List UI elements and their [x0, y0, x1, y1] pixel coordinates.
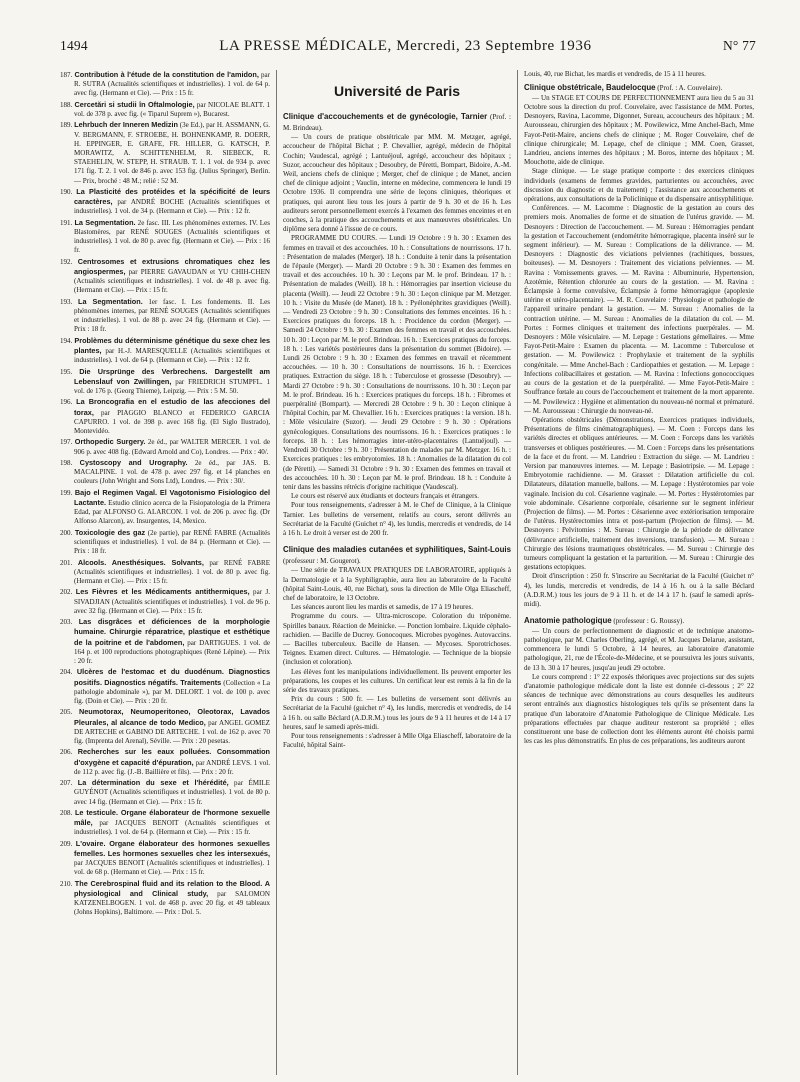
course-paragraph: PROGRAMME DU COURS. — Lundi 19 Octobre : 9 h. 30 : Examen des femmes en travail et des accouchées. 10 h. : Consultations de nourrissons. 17 h. : Présentation de malades (Merger). 18 h. : Conduite à tenir dans la présentation de l'épaule (Merger). — Mardi 20 Octobre : 9 h. 30 : Examen des femmes en travail et des accouchées. 10 h. 30 : Leçons par M. le prof. Brindeau. 17 h. : Présentation de malades (Weill). 18 h. : Hémorragies par insertion vicieuse du placenta (Weill). — Jeudi 22 Octobre : 9 h. 30 : Leçon clinique par M. Metzger. 10 h. : Visite du Musée (de Manet). 18 h. : Pyélonéphrites gravidiques (Weill). — Vendredi 23 Octobre : 9 h. 30 : Consultations des femmes enceintes. 16 h. : Exercices pratiques du forceps. 18 h. : Procidence du cordon (Merger). — Samedi 24 Octobre : 9 h. 30 : Examen des femmes en travail et des accouchées. 10 h. 30 : Leçon par M. le prof. Brindeau. 16 h. : Exercices pratiques du forceps. 18 h. : Les variétés postérieures dans la présentation du sommet (Bidoire). — Lundi 26 Octobre : 9 h. 30 : Examen des femmes en travail et récemment accouchées. — 10 h. 30 : Consultations de nourrissons. 16 h. : Exercices pratiques. Extraction du siège. 18 h. : Tuberculose et grossesse (Desoubry). — Mardi 27 Octobre : 9 h. 30 : Consultations de nourrissons. 10 h. 30 : Leçon par M. le prof. Brindeau. 16 h. : Exercices pratiques du forceps. 18 h. : Fibromes et puerpéralité (Bompart). — Mercredi 28 Octobre : 9 h. 30 : Leçon clinique à l'hôpital Cochin, par M. Chevallier. 16 h. : Exercices pratiques : la version. 18 h. : Môle vésiculaire (Suzor). — Jeudi 29 Octobre : 9 h. 30 : Opérations gynécologiques. Consultations des nourrissons. 16 h. : Exercices pratiques : le forceps. 18 h. : Les hémorragies inter-utéro-placentaires (Lantuéjoul). — Vendredi 30 Octobre : 9 h. 30 : Présentation de malades par M. Metzger. 16 h. : Exercices pratiques : les embryotomies. 18 h. : Anomalies de la dilatation du col (de Péretti). — Samedi 31 Octobre : 9 h. 30 : Examen des femmes en travail et des accouchées. 10 h. 30 : Leçon par M. le prof. Brindeau. 18 h. : Conduite à tenir dans les bassins rétrécis d'origine rachitique (Vaudescal). — [283, 234, 511, 491]
entry-details: 2e éd., par JAS. B. MACALPINE. 1 vol. de 478 p. avec 297 fig. et 14 planches en couleurs (John Wright and Sons Ltd), Londres. — Prix : 30/. — [74, 458, 270, 486]
university-column — [276, 70, 517, 1075]
entry-title: Orthopedic Surgery. — [74, 437, 146, 447]
course-professor: (professeur : M. Gougerot). — [283, 556, 361, 565]
section-spacer — [283, 750, 511, 753]
entry-number: 190. — [60, 188, 73, 196]
entry-details: par ÉMILE GUYÉNOT (Actualités scientifiques et industrielles). 1 vol. de 80 p. avec 14 fig. (Hermann et Cie). — Prix : 15 fr. — [74, 779, 270, 806]
entry-number: 189. — [60, 121, 73, 130]
entry-number: 206. — [60, 748, 73, 757]
course-paragraph: Les élèves font les manipulations individuellement. Ils peuvent emporter les préparations, les coupes et les cultures. Un certificat leur est remis à la fin de la série des travaux pratiques. — [283, 667, 511, 694]
course-paragraph: — Un STAGE ET COURS DE PERFECTIONNEMENT aura lieu du 5 au 31 Octobre sous la direction du prof. Couvelaire, avec l'assistance de MM. Portes, Desnoyers, Ravina, Lacomme, Digonnet, Sureau, accoucheurs des hôpitaux ; M. Aurousseau, chirurgien des hôpitaux ; M. Powilewicz, Mme Anchel-Bach, Mme Fayot-Petit-Maire, anciens chefs de clinique ; M. Roger Couvelaire, chef de clinique chirurgicale; M. Lepage, chef de clinique ; MM. Coen, Grasset, Landrieu, anciens internes des hôpitaux ; M. Boros, interne des hôpitaux ; M. Mouchotte, aide de clinique. — [524, 93, 754, 167]
entry-title: Le testicule. Organe élaborateur de l'hormone sexuelle mâle, — [74, 807, 270, 828]
course-paragraph: Le cours est réservé aux étudiants et docteurs français et étrangers. — [291, 492, 480, 501]
page-header — [60, 38, 756, 62]
entry-number: 196. — [60, 398, 73, 407]
course-professor: (professeur : G. Roussy). — [611, 617, 685, 626]
bibliography-entry — [60, 528, 270, 557]
section-spacer — [524, 609, 754, 612]
entry-title: Die Ursprünge des Verbrechens. Dargestellt am Lebenslauf von Zwillingen, — [74, 366, 270, 386]
entry-details: par PIAGGIO BLANCO et FEDERICO GARCIA CAPURRO. 1 vol. de 398 p. avec 168 fig. (El Siglo Ilustrado), Montevidéo. — [74, 408, 270, 435]
publication-title: LA PRESSE MÉDICALE, Mercredi, 23 Septembre 1936 — [219, 38, 592, 54]
entry-number: 200. — [60, 528, 73, 537]
entry-details: (2e partie), par RENÉ FABRE (Actualités scientifiques et industrielles). 1 vol. de 84 p. (Hermann et Cie). — Prix : 18 fr. — [74, 528, 270, 556]
entry-title: Problèmes du déterminisme génétique du sexe chez les plantes, — [74, 335, 271, 355]
entry-title: Cercetări si studii în Oftalmologie, — [74, 99, 195, 109]
entry-title: Ulcères de l'estomac et du duodénum. Diagnostics positifs. Diagnostics négatifs. Traitements — [74, 667, 271, 687]
course-paragraph: Opérations obstétricales (Démonstrations, Exercices pratiques individuels, Présentations de films cinématographiques). — M. Coen : Forceps dans les variétés directes et obliques antérieures. — M. Coen : Forceps dans les variétés transverses et obliques postérieures. — M. Coen : Forceps dans les présentations de la face et du front. — M. Landrieu : Extraction du siège. — M. Landrieu : Version par manœuvres internes. — M. Lepage : Basiotripsie. — M. Lepage : Embryotomie rachidienne. — M. Grasset : Dilatation artificielle du col. Dilatateurs, dilatation manuelle, ballons. — M. Lepage : Hystérotomies par voie vaginale. Incision du col. Césarienne vaginale. — M. Portes : Hystérotomies par voie abdominale. Césarienne corporéale, césarienne sur le segment inférieur (Projection de films). — M. Portes : Césarienne avec extériorisation temporaire de l'utérus. Hystérectomies intra et post-partum (Projection de films). — M. Desnoyers : Pelvitomies : M. Sureau : Chirurgie de la période de délivrance (délivrance artificielle, traitement des inversions, transfusion). — M. Sureau : Chirurgie des lésions traumatiques obstétricales. — M. Sureau : Chirurgie des tumeurs compliquant la gestation et la parturition. — M. Sureau : Chirurgie des gestations ectopiques. — [524, 415, 754, 572]
bibliography-entry — [60, 70, 270, 99]
entry-title: The Cerebrospinal fluid and its relation to the Blood. A physiological and Clinical study, — [74, 878, 270, 898]
entry-details: par ANGEL GOMEZ DE ARTECHE et GABINO DE ARTECHE. 1 vol. de 162 p. avec 70 fig. (Imprenta del Arenal), Séville. — Prix : 20 pesetas. — [74, 718, 270, 745]
entry-details: par SALOMON KATZENELBOGEN. 1 vol. de 468 p. avec 20 fig. et 49 tableaux (Johns Hopkins), Baltimore. — Prix : Dol. 5. — [74, 889, 270, 917]
entry-number: 187. — [60, 71, 73, 79]
bibliography-entry — [60, 458, 270, 487]
page-number: 1494 — [60, 38, 88, 53]
entry-title: Toxicologie des gaz — [74, 527, 146, 537]
entry-number: 188. — [60, 100, 73, 109]
course-paragraph: Prix du cours : 500 fr. — Les bulletins de versement sont délivrés au Secrétariat de la Faculté (guichet n° 4), les lundis, mercredis et vendredis, de 14 à 16 h. ou salle Béclard (A.D.R.M.) tous les jours de 9 à 11 heures et de 14 à 17 heures, sauf le samedi après-midi. — [283, 695, 511, 731]
bibliography-entry — [60, 667, 270, 706]
course-paragraph: Pour tous renseignements : s'adresser à Mlle Olga Eliascheff, laboratoire de la Faculté, hôpital Saint- — [283, 731, 511, 750]
entry-details: Estudio clinico acerca de la Fisiopatologia de la Primera Edad, par ALFONSO G. ALARCON. 1 vol. de 206 p. avec fig. (Dr Alfonso Alarcon), av. Insurgentes, 14, Mexico. — [74, 498, 270, 526]
entry-details: 2e fasc. III. Les phénomènes externes. IV. Les Blastomères, par RENÉ SOUGES (Actualités scientifiques et industrielles). 1 vol. de 80 p. avec fig. (Hermann et Cie). — Prix : 16 fr. — [74, 218, 270, 255]
entry-details: par JACQUES BENOIT (Actualités scientifiques et industrielles). 1 vol. de 68 p. (Hermann et Cie). — Prix : 15 fr. — [74, 859, 270, 877]
courses-column — [517, 70, 754, 1075]
entry-title: La Broncografia en el estudio de las afecciones del torax, — [74, 397, 270, 417]
entry-details: (Collection « La pathologie abdominale »), par M. DELORT. 1 vol. de 100 p. avec fig. (Doin et Cie). — Prix : 20 fr. — [74, 678, 270, 705]
bibliography-entry — [60, 488, 270, 527]
entry-title: Bajo el Regimen Vagal. El Vagotonismo Fisiologico del Lactante. — [74, 487, 270, 507]
course-title: Anatomie pathologique — [524, 616, 612, 626]
entry-details: 1er fasc. I. Les fondements. II. Les phénomènes internes, par RENÉ SOUGES (Actualités scientifiques et industrielles). 1 vol. de 88 p. avec 24 fig. (Hermann et Cie). — Prix : 18 fr. — [74, 297, 270, 334]
course-title: Clinique d'accouchements et de gynécologie, Tarnier — [283, 112, 488, 121]
entry-title: Lehrbuch der Inneren Medizin — [74, 120, 179, 130]
entry-details: par FRIEDRICH STUMPFL. 1 vol. de 176 p. (Georg Thieme), Leipzig. — Prix : 5 M. 50. — [74, 377, 271, 395]
section-spacer — [524, 746, 754, 749]
course-title: Clinique des maladies cutanées et syphilitiques, Saint-Louis — [283, 545, 511, 555]
course-paragraph: Stage clinique. — Le stage pratique comporte : des exercices cliniques individuels (examens de femmes gravides, parturientes ou accouchées, avec discussion du diagnostic et du traitement) ; l'assistance aux accouchements et opérations, aux consultations de la Policlinique et du dispensaire antisyphilitique. — [524, 167, 754, 204]
entry-number: 197. — [60, 438, 73, 447]
entry-number: 192. — [60, 257, 73, 266]
entry-number: 204. — [60, 668, 73, 677]
bibliography-column — [60, 70, 276, 1075]
entry-details: par ANDRÉ BOCHE (Actualités scientifiques et industrielles). 1 vol. de 34 p. (Hermann et Cie). — Prix : 12 fr. — [74, 198, 270, 216]
course-paragraph: Programme du cours. — Ultra-microscope. Coloration du tréponème. Spirilles banaux. Réaction de Meinicke. — Ponction lombaire. Liquide céphalo-rachidien. — Bacille de Ducrey. Gonocoques. Microbes pyogènes. Autovaccins. — Bacilles tuberculeux. Bacille de Hansen. — Mycoses. Sporotrichoses. Teignes. Examen direct. Cultures. — Hématologie. — Technique de la biopsie (inclusion et coloration). — [283, 612, 511, 667]
entry-number: 203. — [60, 618, 73, 627]
entry-details: par RENÉ FABRE (Actualités scientifiques et industrielles). 1 vol. de 80 p. avec fig. (Hermann et Cie). — Prix : 15 fr. — [74, 558, 270, 585]
bibliography-entry — [60, 558, 270, 587]
section-heading: Université de Paris — [333, 83, 461, 99]
entry-title: Las disgrâces et déficiences de la morphologie humaine. Chirurgie réparatrice, plastique et esthétique de la poitrine et de l'abdomen, — [74, 617, 270, 647]
entry-title: Les Fièvres et les Médicaments antithermiques, — [75, 587, 250, 597]
course-paragraph: Les séances auront lieu les mardis et samedis, de 17 à 19 heures. — [291, 603, 473, 612]
course-professor: (Prof. : A. Couvelaire). — [655, 84, 723, 93]
issue-number: N° 77 — [722, 38, 756, 53]
bibliography-entry — [60, 257, 270, 296]
entry-title: La Segmentation. — [74, 217, 136, 227]
columns — [60, 70, 760, 1075]
entry-title: Centrosomes et extrusions chromatiques chez les angiospermes, — [74, 256, 271, 276]
course-professor: (Prof. : M. Brindeau). — [283, 113, 511, 132]
entry-number: 195. — [60, 367, 73, 376]
bibliography-entry — [60, 397, 270, 436]
entry-number: 208. — [60, 808, 73, 817]
entry-details: 2e éd., par WALTER MERCER. 1 vol. de 906 p. avec 408 fig. (Edward Arnold and Co), Londres. — Prix : 40/. — [74, 438, 270, 456]
entry-title: La Segmentation. — [78, 296, 143, 306]
entry-number: 202. — [60, 588, 73, 597]
course-paragraph: Droit d'inscription : 250 fr. S'inscrire au Secrétariat de la Faculté (Guichet n° 4), les lundis, mercredis et vendredis, de 14 à 16 h. ou à la salle Béclard (A.D.R.M.) tous les jours de 9 à 11 h. et de 14 à 17 h. (sauf le samedi après-midi). — [524, 572, 754, 608]
course-heading — [524, 616, 754, 627]
entry-title: Neumotorax, Neumoperitoneo, Oleotorax, Lavados Pleurales, al alcance de todo Medico, — [74, 707, 270, 727]
bibliography-entry — [60, 120, 270, 185]
entry-details: par ANDRÉ LEVS. 1 vol. de 112 p. avec fig. (J.-B. Baillière et fils). — Prix : 20 fr. — [74, 758, 270, 776]
entry-number: 194. — [60, 336, 73, 345]
bibliography-entry — [60, 707, 270, 746]
course-heading — [524, 83, 754, 94]
entry-details: par H.-J. MARESQUELLE (Actualités scientifiques et industrielles). 1 vol. de 64 p. (Hermann et Cie). — Prix : 12 fr. — [74, 347, 270, 365]
bibliography-entry — [60, 839, 270, 878]
bibliography-entry — [60, 808, 270, 838]
course-paragraph: — Un cours de pratique obstétricale par MM. M. Metzger, agrégé, accoucheur de l'hôpital Bichat ; P. Chevallier, agrégé, médecin de l'hôpital Cochin; Vaudescal, agrégé ; Lantuéjoul, agrégé, accoucheur des hôpitaux ; Suzor, accoucheur des hôpitaux ; Desoubry, de Péretti, Bompart, Bidoire, A.-M. Weil, anciens chefs de clinique ; Merger, chef de clinique ; de Manet, ancien chef de clinique adjoint ; Vauclin, interne en médecine, commencera le lundi 19 Octobre 1936. Il comprendra une série de leçons cliniques, théoriques et pratiques, qui auront lieu tous les jours à partir de 9 h. 30 et de 16 h. Les auditeurs seront personnellement exercés à l'examen des femmes enceintes et en couches, à la pratique des accouchements et aux manœuvres obstétricales. Un diplôme sera donné à l'issue de ce cours. — [283, 133, 511, 234]
entry-details: (3e Ed.), par H. ASSMANN, G. V. BERGMANN, F. STROEBE, H. BOHNENKAMP, R. DOERR, H. EPPINGER, E. GRAFE, FR. HILLER, G. KATSCH, P. MORAWITZ, A. SCHITTENHELM, R. SIEBECK, R. STAEHELIN, W. STEPP, H. STRAUB. T. 1. 1 vol. de 934 p. avec 171 fig. T. 2. 1 vol. de 846 p. avec 153 fig. (Julius Springer), Berlin. — Prix, broché : 48 M.; relié : 52 M. — [74, 121, 270, 185]
bibliography-entry — [60, 367, 270, 397]
entry-number: 209. — [60, 839, 73, 848]
bibliography-entry — [60, 437, 270, 456]
bibliography-entry — [60, 778, 270, 807]
entry-number: 193. — [60, 297, 73, 306]
entry-title: La détermination du sexe et l'hérédité, — [77, 778, 229, 788]
entry-details: par PIERRE GAVAUDAN et YU CHIH-CHEN (Actualités scientifiques et industrielles). 1 vol. de 48 p. avec fig. (Hermann et Cie). — Prix : 15 fr. — [74, 268, 270, 295]
bibliography-entry — [60, 879, 270, 918]
bibliography-entry — [60, 336, 270, 366]
entry-details: par JACQUES BENOIT (Actualités scientifiques et industrielles). 1 vol. de 64 p. (Hermann et Cie). — Prix : 15 fr. — [74, 819, 270, 837]
entry-details: par NICOLAE BLATT. 1 vol. de 378 p. avec fig. (« Tiparul Suprem »), Bucarest. — [74, 100, 270, 118]
section-spacer — [283, 538, 511, 541]
course-paragraph: Pour tous renseignements, s'adresser à M. le Chef de Clinique, à la Clinique Tarnier. Les bulletins de versement, relatifs au cours, seront délivrés au Secrétariat de la Faculté (Guichet n° 4), les lundis, mercredis et vendredis, de 14 à 16 h. Le droit à verser est de 200 fr. — [283, 501, 511, 537]
entry-number: 205. — [60, 708, 73, 717]
course-paragraph: — Un cours de perfectionnement de diagnostic et de technique anatomo-pathologique, par M. Charles Oberling, agrégé, et M. Jacques Delarue, assistant, commencera le lundi 5 Octobre, à 14 heures, au laboratoire d'anatomie pathologique, 21, rue de l'École-de-Médecine, et se poursuivra les jours suivants, de 13 h. 30 à 17 heures, jusqu'au jeudi 29 octobre. — [524, 626, 754, 672]
entry-number: 210. — [60, 879, 73, 888]
course-heading — [283, 545, 511, 566]
continuation-text: Louis, 40, rue Bichat, les mardis et vendredis, de 15 à 11 heures. — [524, 70, 706, 78]
entry-title: Recherches sur les eaux polluées. Consommation d'oxygène et capacité d'épuration, — [74, 747, 271, 767]
course-paragraph: Conférences. — M. Lacomme : Diagnostic de la gestation au cours des premiers mois. Anomalies de forme et de situation de l'utérus gravide. — M. Desnoyers : Direction de l'accouchement. — M. Sureau : Hémorragies pendant la gestation et l'accouchement (endométrite hémorragique, placenta inséré sur le segment inférieur). — M. Sureau : Complications de la délivrance. — M. Desnoyers : Diagnostic des viciations pelviennes (rachitiques, bossues, boiteuses). — M. Desnoyers : Traitement des viciations pelviennes. — M. Ravina : Vomissements graves. — M. Ravina : Albuminurie, Hypertension, Azotémie, Rétention chlorurée au cours de la gestation. — M. Ravina : Éclampsie à forme convulsive, Éclampsie à forme hémorragique (apoplexie utérine et utéro-placentaire). — M. R. Couvelaire : Physiologie et pathologie de l'appareil urinaire pendant la gestation. — M. Sureau : Anomalies de la contraction utérine. — M. Sureau : Anomalies de la dilatation du col. — M. Portes : Formes cliniques et traitement des infections puerpérales. — M. Desnoyers : Môle vésiculaire. — M. Lepage : Gestations gémellaires. — Mme Fayot-Petit-Maire : Examen du placenta. — M. Lacomme : Tuberculose et gestation. — M. Powilewicz : Prophylaxie et traitement de la syphilis congénitale. — Mme Anchel-Bach : Cardiopathies et gestation. — M. Lepage : Infections colibacillaires et gestation. — M. Ravina : Infections gonococciques au cours de la gestation et de la puerpéralité. — Mme Fayot-Petit-Maire : Souffrance fœtale au cours de l'accouchement et traitement de la mort apparente. — M. Powilewicz : Hygiène et alimentation du nouveau-né normal et prématuré. — M. Aurousseau : Chirurgie du nouveau-né. — [524, 204, 754, 415]
entry-number: 191. — [60, 218, 73, 227]
entry-details: par R. SUTRA (Actualités scientifiques et industrielles). 1 vol. de 64 p. avec fig. (Hermann et Cie). — Prix : 15 fr. — [74, 71, 270, 98]
bibliography-entry — [60, 617, 270, 666]
entry-number: 199. — [60, 488, 73, 497]
course-title: Clinique obstétricale, Baudelocque — [524, 83, 656, 93]
entry-title: Contribution à l'étude de la constitution de l'amidon, — [74, 70, 259, 79]
bibliography-entry — [60, 218, 270, 256]
course-heading — [283, 112, 511, 133]
entry-number: 207. — [60, 779, 73, 788]
course-paragraph: — Une série de TRAVAUX PRATIQUES DE LABORATOIRE, appliqués à la Dermatologie et à la Syphiligraphie, aura lieu au laboratoire de la Faculté (hôpital Saint-Louis, 40, rue Bichat), sous la direction de Mlle Olga Eliascheff, chef de laboratoire, le 13 Octobre. — [283, 566, 511, 602]
entry-title: La Plasticité des protéides et la spécificité de leurs caractères, — [74, 187, 270, 207]
entry-details: par J. SIVADJIAN (Actualités scientifiques et industrielles). 1 vol. de 96 p. avec 32 fig. (Hermann et Cie). — Prix : 15 fr. — [74, 588, 270, 615]
bibliography-entry — [60, 187, 270, 217]
entry-details: par DARTIGUES. 1 vol. de 164 p. et 100 reproductions photographiques (René Lépine). — Prix : 20 fr. — [74, 638, 270, 665]
entry-title: Cystoscopy and Urography. — [79, 457, 188, 467]
entry-title: Alcools. Anesthésiques. Solvants, — [77, 557, 204, 567]
entry-number: 201. — [60, 558, 73, 567]
bibliography-entry — [60, 100, 270, 119]
entry-title: L'ovaire. Organe élaborateur des hormones sexuelles femelles. Les hormones sexuelles chez les intersexués, — [74, 838, 270, 858]
bibliography-entry — [60, 747, 270, 777]
course-paragraph: Le cours comprend : 1° 22 exposés théoriques avec projections sur des sujets d'anatomie pathologique médicale dont la liste est donnée ci-dessous ; 2° 22 séances de technique avec démonstrations au cours desquelles les auditeurs seront entraînés aux diagnostics histologiques tels qu'ils se présentent dans la pratique d'un laboratoire d'Anatomie Pathologique de Clinique Médicale. Les préparations effectuées par chaque auditeur resteront sa propriété ; elles constitueront une base de collection dont les éléments auront été choisis parmi les cas les plus démonstratifs. En plus de ces préparations, les auditeurs auront — [524, 672, 754, 746]
bibliography-entry — [60, 587, 270, 616]
bibliography-entry — [60, 297, 270, 335]
entry-number: 198. — [60, 458, 73, 467]
